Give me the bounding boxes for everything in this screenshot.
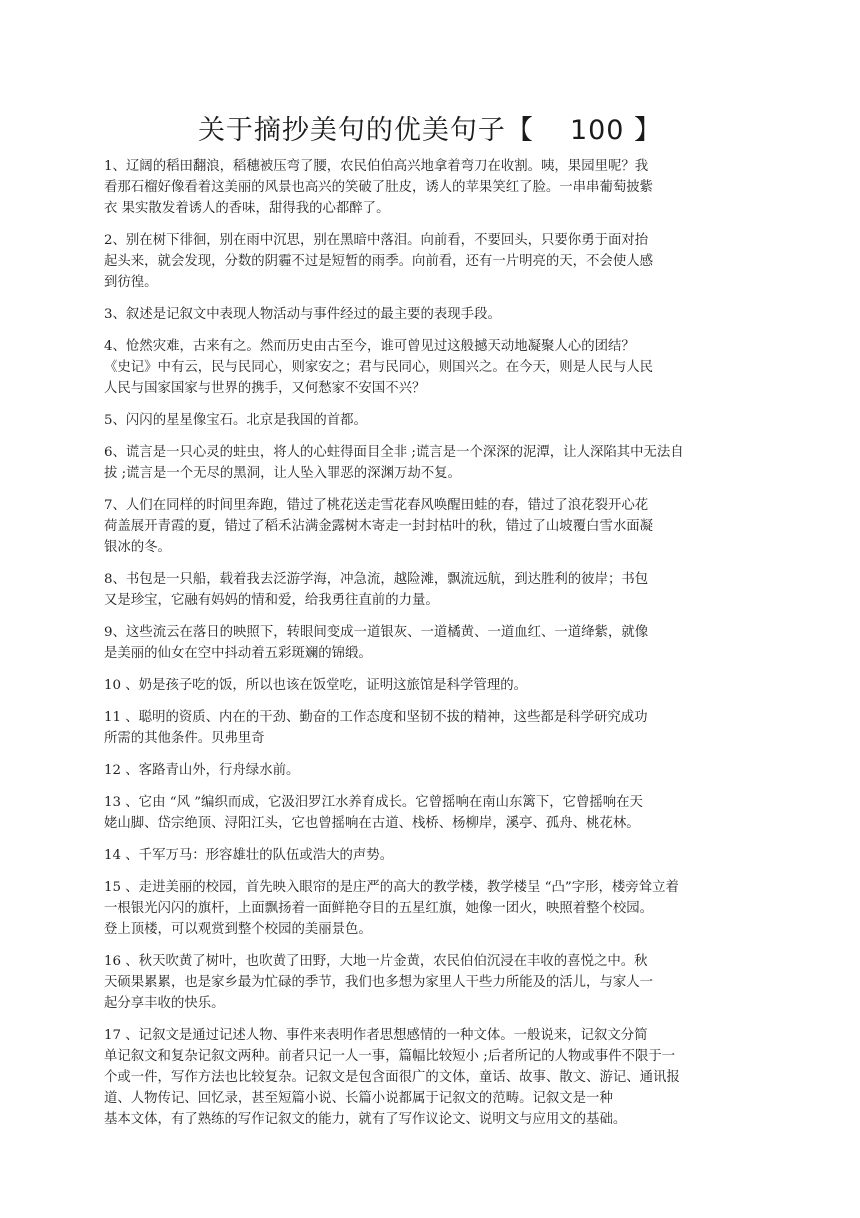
paragraph-line: 13 、它由 “风 ”编织而成，它汲汨罗江水养育成长。它曾摇响在南山东篱下，它曾摇响在天 <box>104 795 643 810</box>
paragraph-line: 看那石榴好像看着这美丽的风景也高兴的笑破了肚皮，诱人的苹果笑红了脸。一串串葡萄披紫 <box>104 180 654 195</box>
paragraph-line: 17 、记叙文是通过记述人物、事件来表明作者思想感情的一种文体。一般说来，记叙文分简 <box>104 1028 648 1043</box>
paragraph-line: 荷盖展开青霞的夏，错过了稻禾沾满金露树木寄走一封封枯叶的秋，错过了山坡覆白雪水面凝 <box>104 519 654 534</box>
paragraph-line: 天硕果累累，也是家乡最为忙碌的季节，我们也多想为家里人干些力所能及的活儿，与家人一 <box>104 975 654 990</box>
paragraph-line: 到彷徨。 <box>104 275 158 290</box>
paragraph-line: 起分享丰收的快乐。 <box>104 996 225 1011</box>
paragraph-16 <box>104 951 744 1014</box>
paragraph-line: 4、怆然灾难，古来有之。然而历史由古至今，谁可曾见过这般撼天动地凝聚人心的团结？ <box>104 339 635 354</box>
paragraph-13 <box>104 792 744 834</box>
document-body <box>104 156 744 1141</box>
paragraph-line: 10 、奶是孩子吃的饭，所以也该在饭堂吃，证明这旅馆是科学管理的。 <box>104 678 528 693</box>
paragraph-line: 人民与国家国家与世界的携手，又何愁家不安国不兴？ <box>104 381 426 396</box>
paragraph-5 <box>104 410 744 431</box>
paragraph-line: 12 、客路青山外，行舟绿水前。 <box>104 763 300 778</box>
paragraph-line: 登上顶楼，可以观赏到整个校园的美丽景色。 <box>104 922 372 937</box>
paragraph-line: 个或一件，写作方法也比较复杂。记叙文是包含面很广的文体，童话、故事、散文、游记、通讯报 <box>104 1070 680 1085</box>
paragraph-line: 1、辽阔的稻田翻浪，稻穗被压弯了腰，农民伯伯高兴地拿着弯刀在收割。咦，果园里呢？我 <box>104 159 649 174</box>
paragraph-2 <box>104 230 744 293</box>
paragraph-line: 3、叙述是记叙文中表现人物活动与事件经过的最主要的表现手段。 <box>104 307 501 322</box>
paragraph-line: 14 、千军万马：形容雄壮的队伍或浩大的声势。 <box>104 848 394 863</box>
paragraph-line: 一根银光闪闪的旗杆，上面飘扬着一面鲜艳夺目的五星红旗，她像一团火，映照着整个校园。 <box>104 901 654 916</box>
paragraph-line: 11 、聪明的资质、内在的干劲、勤奋的工作态度和坚韧不拔的精神，这些都是科学研究成功 <box>104 710 648 725</box>
paragraph-line: 15 、走进美丽的校园，首先映入眼帘的是庄严的高大的教学楼，教学楼呈 “凸”字形，楼旁耸立着 <box>104 880 679 895</box>
paragraph-17 <box>104 1025 744 1130</box>
paragraph-10 <box>104 675 744 696</box>
paragraph-3 <box>104 304 744 325</box>
paragraph-1 <box>104 156 744 219</box>
paragraph-line: 基本文体，有了熟练的写作记叙文的能力，就有了写作议论文、说明文与应用文的基础。 <box>104 1112 627 1127</box>
page-title <box>0 108 860 147</box>
paragraph-line: 单记叙文和复杂记叙文两种。前者只记一人一事，篇幅比较短小 ;后者所记的人物或事件不限于一 <box>104 1049 676 1064</box>
paragraph-4 <box>104 336 744 399</box>
paragraph-line: 《史记》中有云，民与民同心，则家安之；君与民同心，则国兴之。在今天，则是人民与人民 <box>104 360 654 375</box>
paragraph-line: 9、这些流云在落日的映照下，转眼间变成一道银灰、一道橘黄、一道血红、一道绛紫，就像 <box>104 625 649 640</box>
paragraph-7 <box>104 495 744 558</box>
paragraph-line: 姥山脚、岱宗绝顶、浔阳江头，它也曾摇响在古道、栈桥、杨柳岸，溪亭、孤舟、桃花林。 <box>104 816 640 831</box>
paragraph-line: 8、书包是一只船，载着我去泛游学海，冲急流，越险滩，飘流远航，到达胜利的彼岸；书包 <box>104 572 649 587</box>
paragraph-line: 衣 果实散发着诱人的香味，甜得我的心都醉了。 <box>104 201 390 216</box>
paragraph-6 <box>104 442 744 484</box>
title-text: 关于摘抄美句的优美句子【 <box>197 115 534 146</box>
paragraph-11 <box>104 707 744 749</box>
paragraph-12 <box>104 760 744 781</box>
paragraph-15 <box>104 877 744 940</box>
title-number: 100 】 <box>569 115 663 146</box>
paragraph-line: 16 、秋天吹黄了树叶，也吹黄了田野，大地一片金黄，农民伯伯沉浸在丰收的喜悦之中。秋 <box>104 954 648 969</box>
paragraph-9 <box>104 622 744 664</box>
paragraph-8 <box>104 569 744 611</box>
paragraph-line: 银冰的冬。 <box>104 540 171 555</box>
paragraph-line: 5、闪闪的星星像宝石。北京是我国的首都。 <box>104 413 367 428</box>
paragraph-14 <box>104 845 744 866</box>
paragraph-line: 2、别在树下徘徊，别在雨中沉思，别在黑暗中落泪。向前看，不要回头，只要你勇于面对抬 <box>104 233 649 248</box>
paragraph-line: 拔 ;谎言是一个无尽的黑洞，让人坠入罪恶的深渊万劫不复。 <box>104 466 461 481</box>
paragraph-line: 7、人们在同样的时间里奔跑，错过了桃花送走雪花春风唤醒田蛙的春，错过了浪花裂开心花 <box>104 498 649 513</box>
paragraph-line: 又是珍宝，它融有妈妈的情和爱，给我勇往直前的力量。 <box>104 593 439 608</box>
paragraph-line: 是美丽的仙女在空中抖动着五彩斑斓的锦缎。 <box>104 646 372 661</box>
paragraph-line: 道、人物传记、回忆录，甚至短篇小说、长篇小说都属于记叙文的范畴。记叙文是一种 <box>104 1091 613 1106</box>
paragraph-line: 起头来，就会发现，分数的阴霾不过是短暂的雨季。向前看，还有一片明亮的天，不会使人感 <box>104 254 654 269</box>
paragraph-line: 所需的其他条件。贝弗里奇 <box>104 731 265 746</box>
paragraph-line: 6、谎言是一只心灵的蛀虫，将人的心蛀得面目全非 ;谎言是一个深深的泥潭，让人深陷其中无法自 <box>104 445 684 460</box>
